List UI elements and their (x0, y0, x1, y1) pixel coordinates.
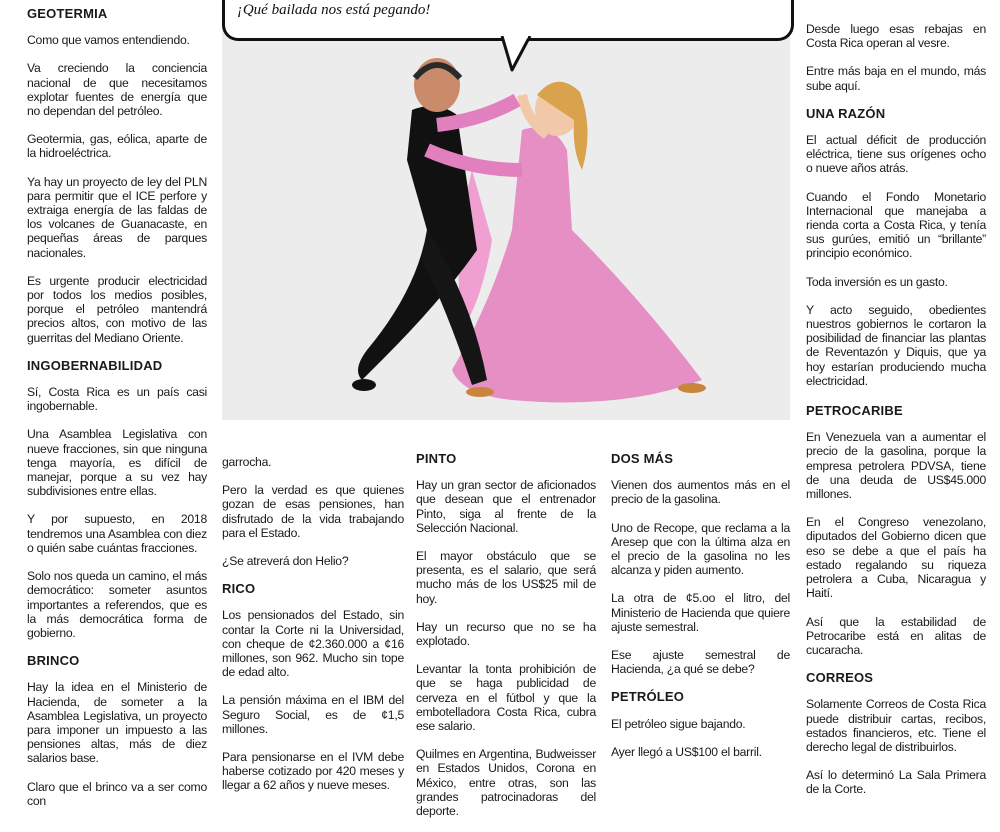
paragraph: Hay un recurso que no se ha explotado. (416, 619, 596, 649)
paragraph: Vienen dos aumentos más en el precio de la gasolina. (611, 478, 790, 507)
paragraph: Solo nos queda un camino, el más democrático: someter asuntos importantes a referendos, que es la más democrática forma de gobierno. (27, 569, 207, 640)
heading-petrocaribe: PETROCARIBE (806, 403, 903, 419)
paragraph: La otra de ¢5.oo el litro, del Ministerio de Hacienda que quiere ajuste semestral. (611, 591, 790, 634)
paragraph: Y acto seguido, obedientes nuestros gobiernos le cortaron la posibilidad de financiar las plantas de Reventazón y Diquis, que ya hoy estarían produciendo mucha electricidad. (806, 302, 986, 388)
speech-bubble-text: ¡Qué bailada nos está pegando! (237, 2, 431, 18)
column-5 (806, 22, 986, 811)
paragraph: Ayer llegó a US$100 el barril. (611, 744, 762, 759)
paragraph: Hay la idea en el Ministerio de Hacienda, de someter a la Asamblea Legislativa, un proyecto para imponer un impuesto a las pensiones altas, más de diez salarios base. (27, 680, 207, 766)
paragraph: Y por supuesto, en 2018 tendremos una Asamblea con diez o quién sabe cuántas fracciones. (27, 512, 207, 555)
paragraph: Ya hay un proyecto de ley del PLN para permitir que el ICE perfore y extraiga energía de las faldas de los volcanes de Guanacaste, en pequeñas áreas de parques nacionales. (27, 174, 207, 260)
paragraph: Para pensionarse en el IVM debe haberse cotizado por 420 meses y llegar a 62 años y nueve meses. (222, 750, 404, 793)
paragraph: Claro que el brinco va a ser como con (27, 779, 207, 808)
paragraph: El actual déficit de producción eléctrica, tiene sus orígenes ocho o nueve años atrás. (806, 133, 986, 176)
paragraph: En el Congreso venezolano, diputados del Gobierno dicen que eso se debe a que el país ha estado regalando su riqueza petrolera a Cuba, Nicaragua y Haití. (806, 515, 986, 601)
heading-pinto: PINTO (416, 451, 457, 466)
paragraph: Hay un gran sector de aficionados que desean que el entrenador Pinto, siga al frente de la Selección Nacional. (416, 478, 596, 535)
paragraph: Va creciendo la conciencia nacional de que necesitamos explotar fuentes de energía que no dependan del petróleo. (27, 61, 207, 119)
column-1 (27, 7, 207, 822)
paragraph: El mayor obstáculo que se presenta, es el salario, que será mucho más de los US$25 mil de hoy. (416, 549, 596, 606)
speech-bubble (222, 0, 794, 41)
paragraph: ¿Se atreverá don Helio? (222, 554, 349, 569)
paragraph: Toda inversión es un gasto. (806, 274, 948, 289)
paragraph: Cuando el Fondo Monetario Internacional que manejaba a rienda corta a Costa Rica, y tenía sus gurúes, emitió un “brillante” principio económico. (806, 189, 986, 261)
paragraph: garrocha. (222, 455, 272, 469)
column-4 (611, 452, 790, 773)
paragraph: Una Asamblea Legislativa con nueve fracciones, sin que ninguna tenga mayoría, es difícil de manejar, porque a su vez hay subdivisiones entre ellas. (27, 427, 207, 499)
speech-bubble-tail (500, 36, 540, 72)
heading-ingobernabilidad: INGOBERNABILIDAD (27, 357, 163, 373)
heading-geotermia: GEOTERMIA (27, 6, 108, 21)
paragraph: Es urgente producir electricidad por todos los medios posibles, porque el petróleo mantendrá precios altos, con motivo de las guerritas del Mediano Oriente. (27, 273, 207, 345)
heading-una-razon: UNA RAZÓN (806, 105, 886, 121)
paragraph: La pensión máxima en el IBM del Seguro Social, es de ¢1,5 millones. (222, 693, 404, 736)
paragraph: Los pensionados del Estado, sin contar la Corte ni la Universidad, con cheque de ¢2.360.000 a ¢16 millones, son 962. Mucho sin tope de edad alto. (222, 608, 404, 680)
paragraph: Como que vamos entendiendo. (27, 33, 190, 48)
column-3 (416, 452, 596, 832)
heading-correos: CORREOS (806, 670, 874, 686)
paragraph: Así lo determinó La Sala Primera de la Corte. (806, 768, 986, 797)
heading-brinco: BRINCO (27, 653, 80, 669)
paragraph: Solamente Correos de Costa Rica puede distribuir cartas, recibos, estados financieros, etc. Tiene el derecho legal de distribuirlos. (806, 697, 986, 754)
paragraph: El petróleo sigue bajando. (611, 716, 746, 731)
paragraph: Levantar la tonta prohibición de que se haga publicidad de cerveza en el fútbol y que la embotelladora Costa Rica, cubra ese salario. (416, 662, 596, 734)
paragraph: En Venezuela van a aumentar el precio de la gasolina, porque la empresa petrolera PDVSA, tiene de una deuda de US$45.000 millones. (806, 430, 986, 502)
paragraph: Sí, Costa Rica es un país casi ingobernable. (27, 385, 207, 414)
paragraph: Desde luego esas rebajas en Costa Rica operan al vesre. (806, 22, 986, 51)
paragraph: Pero la verdad es que quienes gozan de esas pensiones, han disfrutado de la vida trabajando para el Estado. (222, 483, 404, 540)
column-2 (222, 455, 404, 807)
heading-rico: RICO (222, 581, 256, 597)
paragraph: Uno de Recope, que reclama a la Aresep que con la última alza en el precio de la gasolina no les alcanza y piden aumento. (611, 520, 790, 578)
heading-dos-mas: DOS MÁS (611, 451, 674, 466)
paragraph: Entre más baja en el mundo, más sube aquí. (806, 64, 986, 93)
paragraph: Así que la estabilidad de Petrocaribe está en alitas de cucaracha. (806, 614, 986, 657)
paragraph: Geotermia, gas, eólica, aparte de la hidroeléctrica. (27, 132, 207, 161)
paragraph: Ese ajuste semestral de Hacienda, ¿a qué se debe? (611, 648, 790, 677)
paragraph: Quilmes en Argentina, Budweisser en Estados Unidos, Corona en México, entre otras, son las grandes patrocinadoras del deporte. (416, 747, 596, 819)
heading-petroleo: PETRÓLEO (611, 689, 685, 705)
